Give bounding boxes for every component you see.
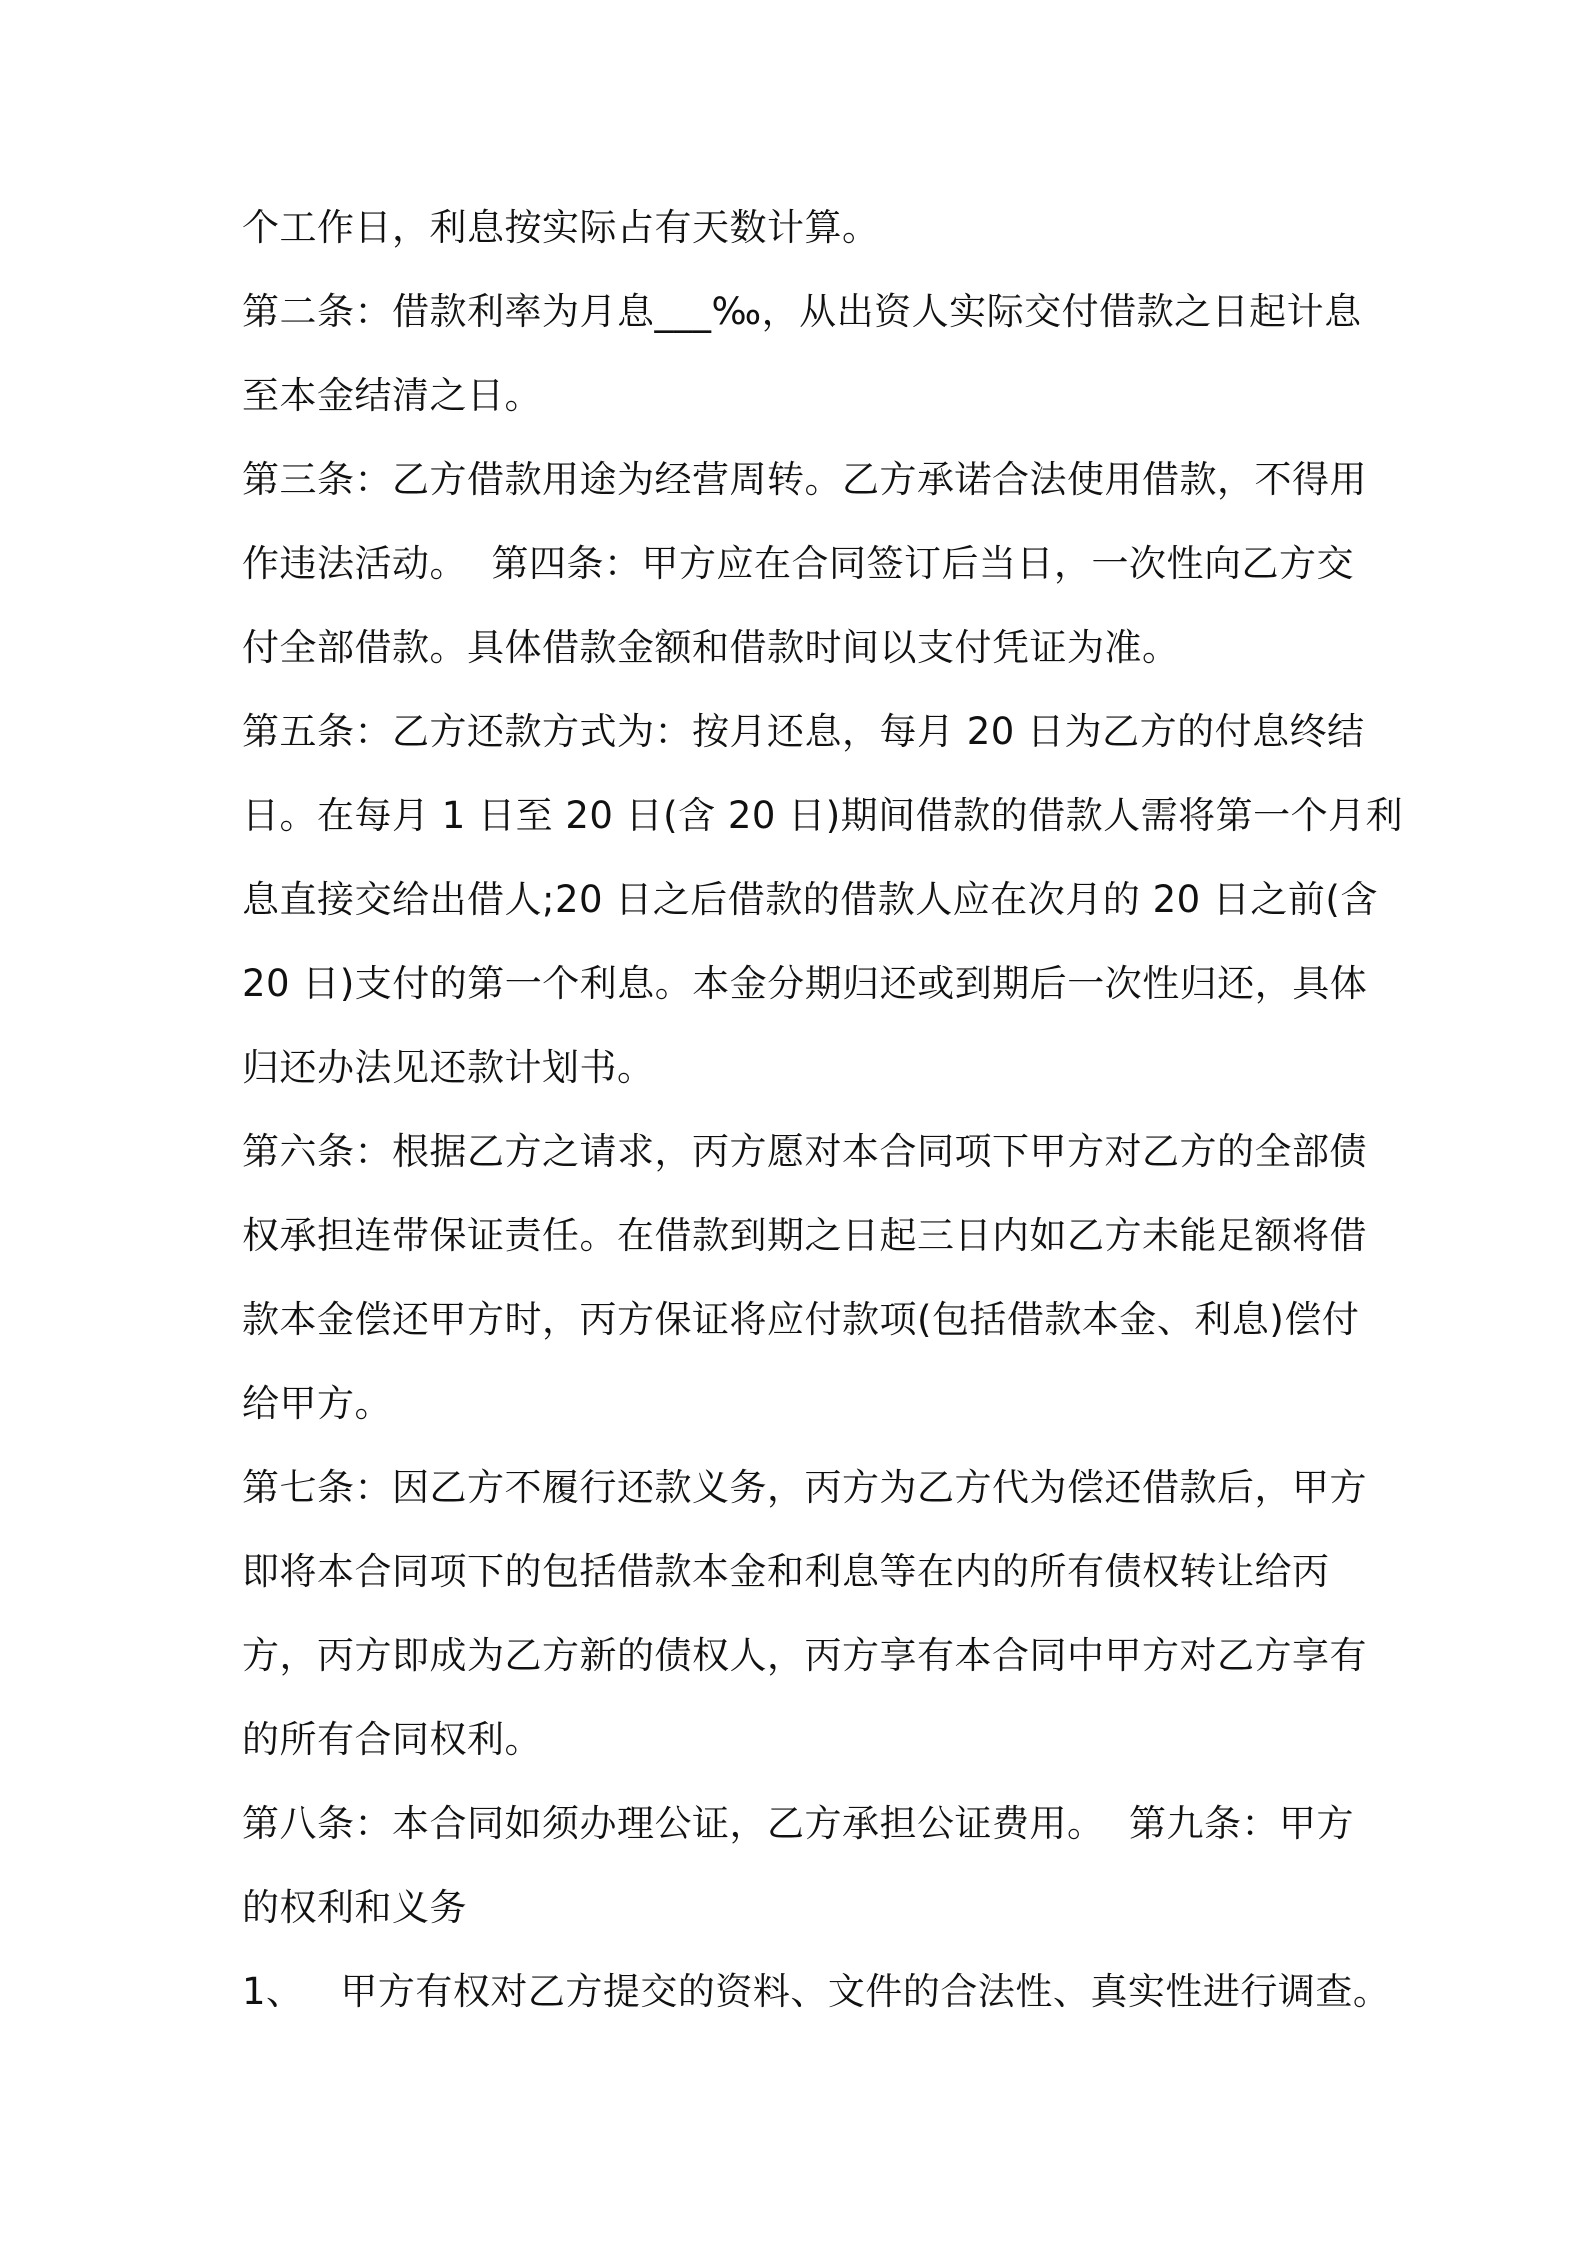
text-line: 方，丙方即成为乙方新的债权人，丙方享有本合同中甲方对乙方享有	[242, 1634, 1367, 1677]
text-line: 付全部借款。具体借款金额和借款时间以支付凭证为准。	[242, 626, 1180, 669]
text-line: 的所有合同权利。	[242, 1718, 542, 1761]
text-line: 日。在每月 1 日至 20 日(含 20 日)期间借款的借款人需将第一个月利	[242, 794, 1404, 837]
text-line: 至本金结清之日。	[242, 374, 542, 417]
text-line: 给甲方。	[242, 1382, 392, 1425]
text-line: 息直接交给出借人;20 日之后借款的借款人应在次月的 20 日之前(含	[242, 878, 1378, 921]
text-line: 第五条：乙方还款方式为：按月还息，每月 20 日为乙方的付息终结	[242, 710, 1365, 753]
text-line: 作违法活动。 第四条：甲方应在合同签订后当日，一次性向乙方交	[242, 542, 1355, 585]
text-line: 第二条：借款利率为月息___‰，从出资人实际交付借款之日起计息	[242, 290, 1362, 333]
text-line: 的权利和义务	[242, 1886, 467, 1929]
text-line: 款本金偿还甲方时，丙方保证将应付款项(包括借款本金、利息)偿付	[242, 1298, 1360, 1341]
text-line: 第三条：乙方借款用途为经营周转。乙方承诺合法使用借款，不得用	[242, 458, 1367, 501]
text-line: 个工作日，利息按实际占有天数计算。	[242, 206, 880, 249]
text-line: 20 日)支付的第一个利息。本金分期归还或到期后一次性归还，具体	[242, 962, 1368, 1005]
text-line: 第六条：根据乙方之请求，丙方愿对本合同项下甲方对乙方的全部债	[242, 1130, 1367, 1173]
text-line: 第八条：本合同如须办理公证，乙方承担公证费用。 第九条：甲方	[242, 1802, 1355, 1845]
text-line: 即将本合同项下的包括借款本金和利息等在内的所有债权转让给丙	[242, 1550, 1330, 1593]
text-line: 权承担连带保证责任。在借款到期之日起三日内如乙方未能足额将借	[242, 1214, 1367, 1257]
text-line: 1、 甲方有权对乙方提交的资料、文件的合法性、真实性进行调查。	[242, 1970, 1391, 2013]
text-line: 归还办法见还款计划书。	[242, 1046, 655, 1089]
text-line: 第七条：因乙方不履行还款义务，丙方为乙方代为偿还借款后，甲方	[242, 1466, 1367, 1509]
